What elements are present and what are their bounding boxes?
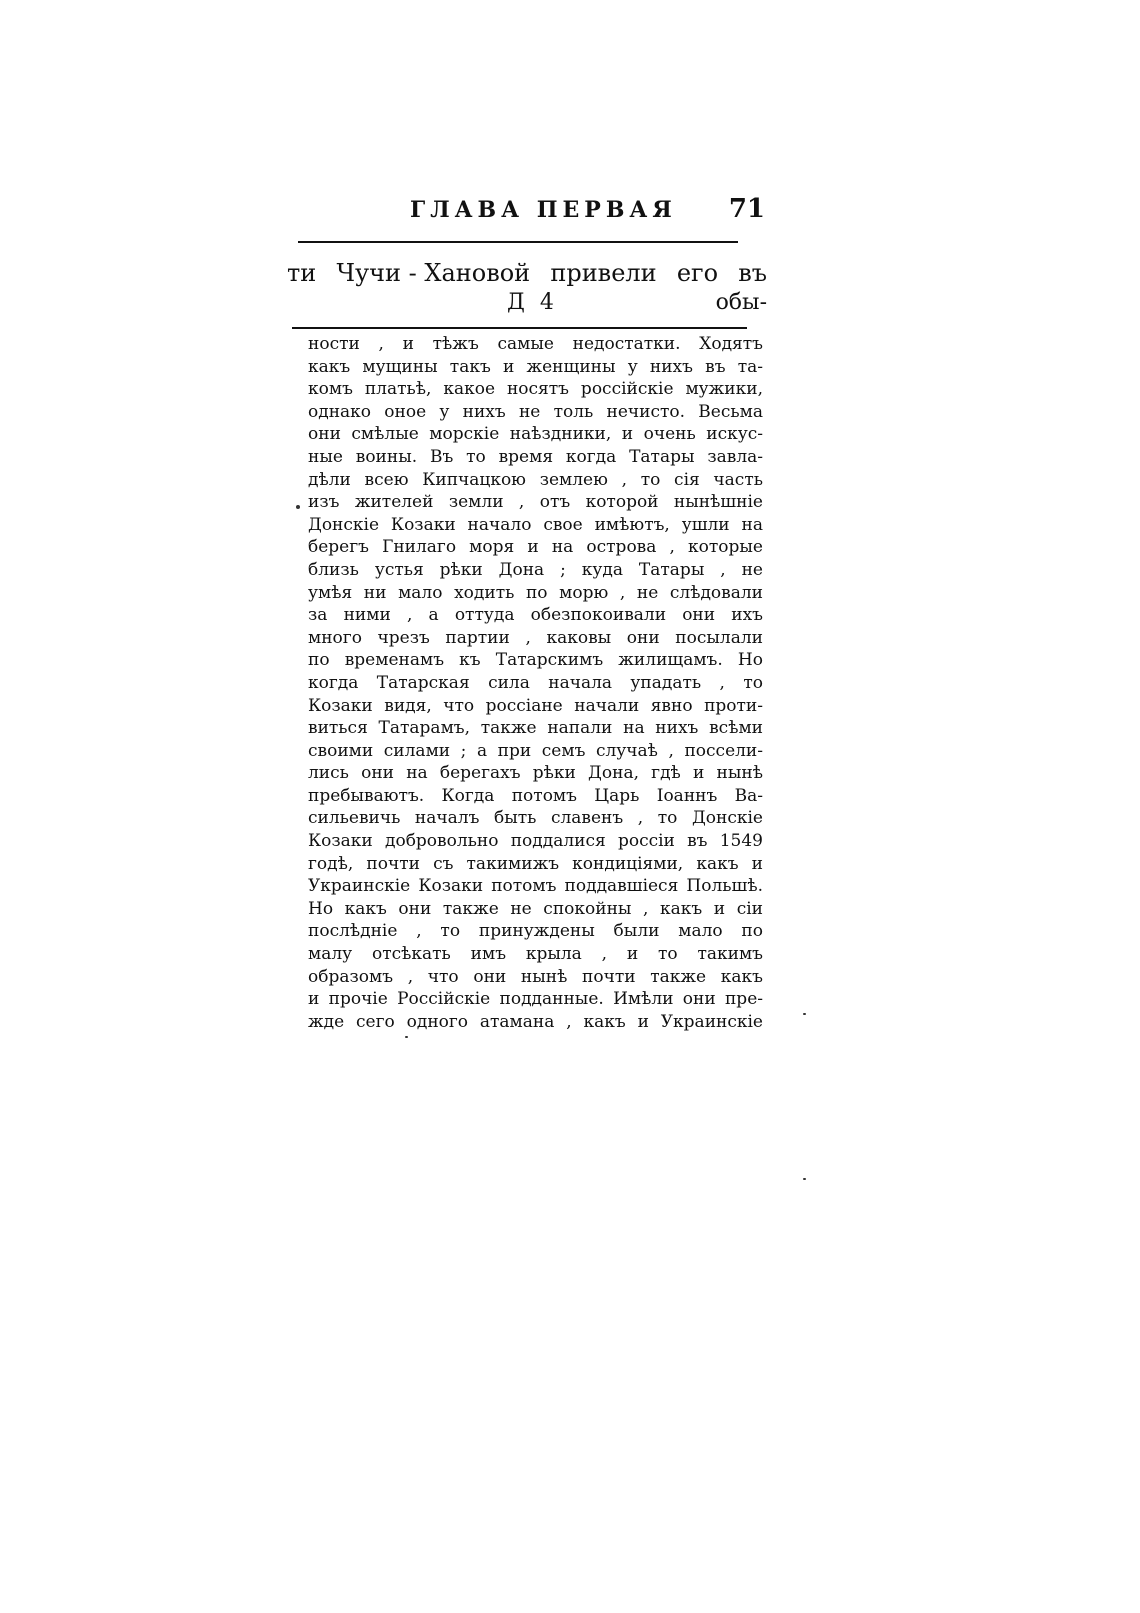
text-line: сильевичь началъ быть славенъ , то Донскіе — [308, 808, 763, 829]
chapter-title: ГЛАВА ПЕРВАЯ — [410, 197, 677, 223]
text-line: когда Татарская сила начала упадать , то — [308, 672, 763, 693]
text-line: лись они на берегахъ рѣки Дона, гдѣ и нынѣ — [308, 763, 763, 784]
catchword: обы- — [715, 290, 767, 315]
text-line: жде сего одного атамана , какъ и Украинскіе — [308, 1011, 763, 1032]
text-line: за ними , а оттуда обезпокоивали они ихъ — [308, 605, 763, 626]
inset-word: его — [676, 259, 719, 287]
text-line: Козаки видя, что россіане начали явно проти- — [308, 695, 763, 716]
inset-word: ти — [287, 259, 317, 287]
text-line: своими силами ; а при семъ случаѣ , поссели- — [308, 740, 763, 761]
text-line: послѣдніе , то принуждены были мало по — [308, 921, 763, 942]
text-line: пребываютъ. Когда потомъ Царь Іоаннъ Ва- — [308, 785, 763, 806]
running-head — [300, 194, 765, 227]
inset-rule — [292, 327, 747, 329]
scan-speck — [296, 505, 300, 509]
text-line: годѣ, почти съ такимижъ кондиціями, какъ и — [308, 853, 763, 874]
text-line: однако оное у нихъ не толь нечисто. Весьма — [308, 401, 763, 422]
page-number: 71 — [728, 194, 765, 224]
scan-speck — [405, 1036, 408, 1038]
text-line: комъ платьѣ, какое носятъ россійскіе мужики, — [308, 379, 763, 400]
body-text — [308, 333, 763, 1033]
text-line: Но какъ они также не спокойны , какъ и сіи — [308, 898, 763, 919]
inset-word: привели — [550, 259, 657, 287]
text-line: виться Татарамъ, также напали на нихъ всѣми — [308, 718, 763, 739]
text-line: по временамъ къ Татарскимъ жилищамъ. Но — [308, 650, 763, 671]
text-line: Козаки добровольно поддалися россіи въ 1549 — [308, 831, 763, 852]
text-line: малу отсѣкать имъ крыла , и то такимъ — [308, 944, 763, 965]
text-line: много чрезъ партии , каковы они посылали — [308, 627, 763, 648]
text-line: близь устья рѣки Дона ; куда Татары , не — [308, 559, 763, 580]
text-line: дѣли всею Кипчацкою землею , то сія часть — [308, 469, 763, 490]
text-line: они смѣлые морскіе наѣздники, и очень искус- — [308, 424, 763, 445]
inset-text-line — [287, 259, 767, 287]
text-line: Донскіе Козаки начало свое имѣютъ, ушли на — [308, 514, 763, 535]
scan-speck — [803, 1178, 806, 1180]
text-line: Украинскіе Козаки потомъ поддавшіеся Польшѣ. — [308, 876, 763, 897]
text-line: ности , и тѣжъ самые недостатки. Ходятъ — [308, 334, 763, 354]
text-line: умѣя ни мало ходить по морю , не слѣдовали — [308, 582, 763, 603]
text-line: и прочіе Россійскіе подданные. Имѣли они пре- — [308, 989, 763, 1010]
text-line: какъ мущины такъ и женщины у нихъ въ та- — [308, 356, 763, 377]
inset-signature-row — [287, 290, 767, 320]
text-line: изъ жителей земли , отъ которой нынѣшніе — [308, 492, 763, 513]
text-line: берегъ Гнилаго моря и на острова , которые — [308, 537, 763, 558]
inset-word: въ — [738, 259, 767, 287]
text-line: ные воины. Въ то время когда Татары завла- — [308, 446, 763, 467]
signature-mark: Д 4 — [507, 290, 558, 315]
text-line: образомъ , что они нынѣ почти также какъ — [308, 966, 763, 987]
header-rule — [298, 241, 738, 243]
inset-word: Чучи - Хановой — [336, 259, 531, 287]
scan-speck — [803, 1013, 806, 1015]
